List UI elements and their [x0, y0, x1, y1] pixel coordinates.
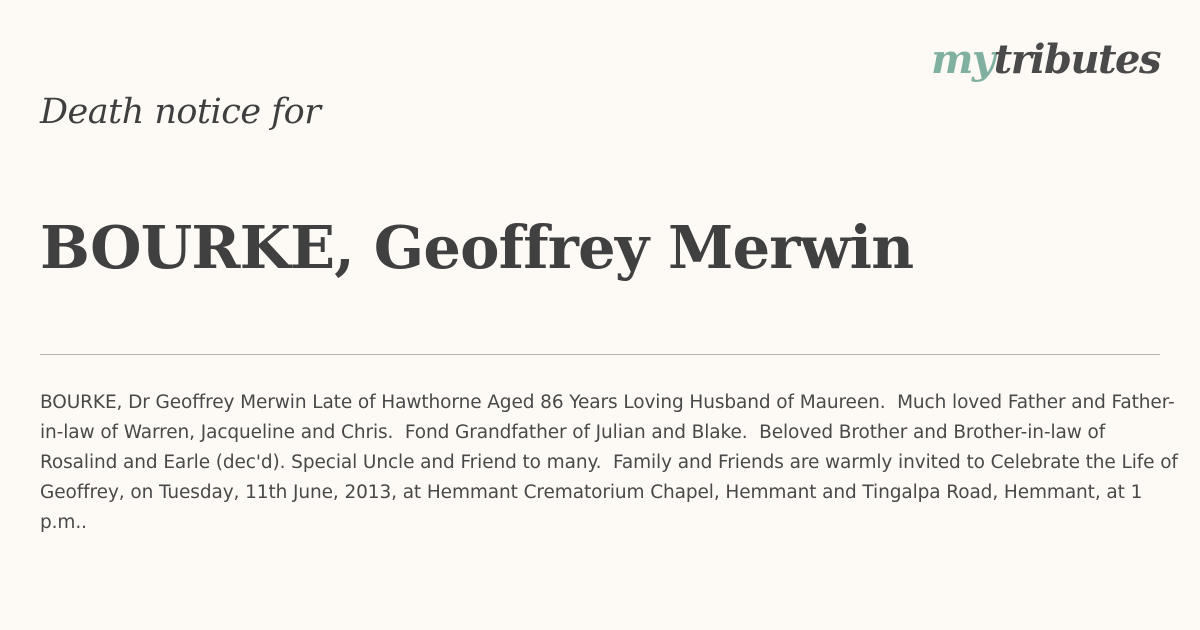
mytributes-logo[interactable] — [931, 36, 1160, 84]
deceased-name-heading: BOURKE, Geoffrey Merwin — [40, 213, 914, 282]
logo-my-text: my — [931, 36, 994, 83]
death-notice-body: BOURKE, Dr Geoffrey Merwin Late of Hawthorne Aged 86 Years Loving Husband of Maureen. Much loved Father and Father-in-law of Warren, Jacqueline and Chris. Fond Grandfather of Julian and Blake. Beloved Brother and Brother-in-law of Rosalind and Earle (dec'd). Special Uncle and Friend to many. Family and Friends are warmly invited to Celebrate the Life of Geoffrey, on Tuesday, 11th June, 2013, at Hemmant Crematorium Chapel, Hemmant and Tingalpa Road, Hemmant, at 1 p.m.. — [40, 392, 1184, 533]
logo-tributes-text: tributes — [993, 36, 1160, 83]
death-notice-subtitle: Death notice for — [40, 92, 321, 132]
section-divider — [40, 354, 1160, 355]
